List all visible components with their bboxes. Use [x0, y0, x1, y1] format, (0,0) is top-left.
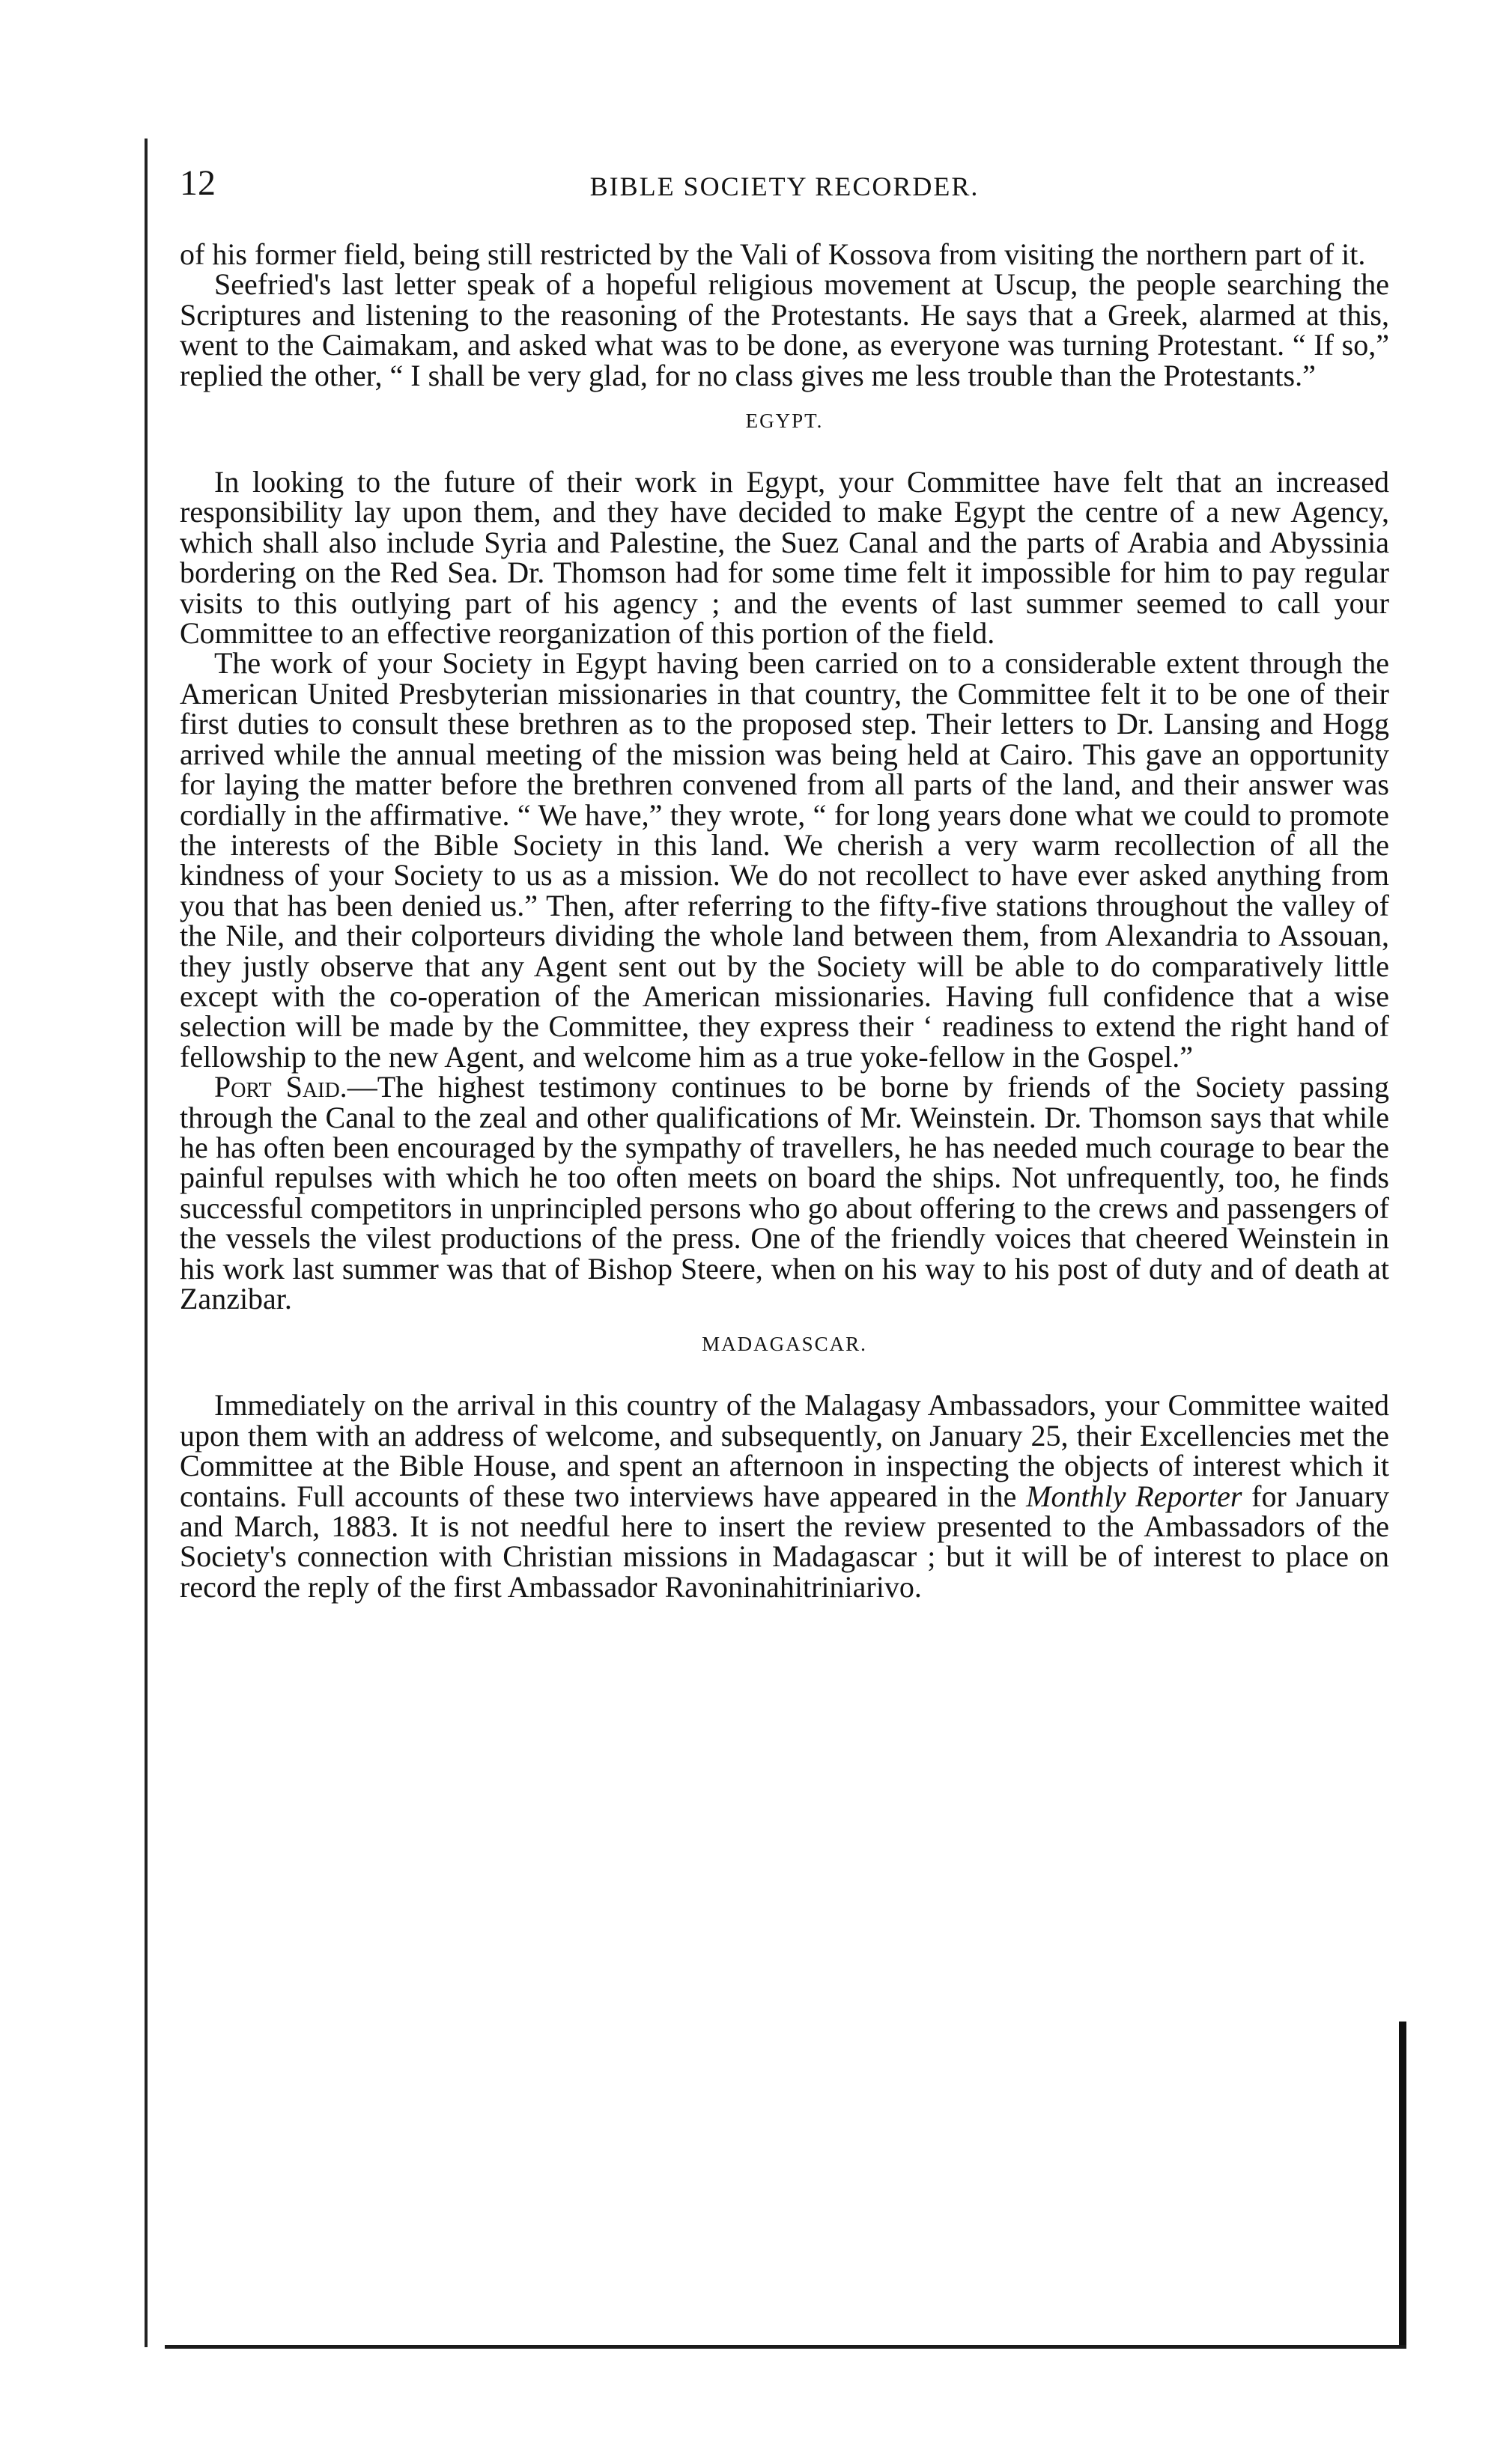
port-said-lead: Port Said. [214, 1070, 347, 1104]
page-header [180, 161, 1389, 206]
paragraph-continued: of his former field, being still restricted by the Vali of Kossova from visiting the northern part of it. [180, 237, 1366, 271]
monthly-reporter-title: Monthly Reporter [1026, 1479, 1242, 1513]
paragraph-egypt-agency: In looking to the future of their work in Egypt, your Committee have felt that an increased responsibility lay upon them, and they have decided to make Egypt the centre of a new Agency, which shall also include Syria and Palestine, the Suez Canal and the parts of Arabia and Abyssinia bordering on the Red Sea. Dr. Thomson had for some time felt it impossible for him to pay regular visits to this outlying part of his agency ; and the events of last summer seemed to call your Committee to an effective reorganization of this portion of the field. [180, 465, 1389, 651]
port-said-text: —The highest testimony continues to be borne by friends of the Society passing through the Canal to the zeal and other qualifications of Mr. Weinstein. Dr. Thomson says that while he has often been encouraged by the sympathy of travellers, he has needed much courage to bear the painful repulses with which he too often meets on board the ships. Not unfrequently, too, he finds successful competitors in unprincipled persons who go about offering to the crews and passengers of the vessels the vilest productions of the press. One of the friendly voices that cheered Weinstein in his work last summer was that of Bishop Steere, when on his way to his post of duty and of death at Zanzibar. [180, 1070, 1389, 1315]
section-heading-egypt: EGYPT. [745, 410, 824, 433]
madagascar-text-b: for January and March, 1883. It is not needful here to insert the review presented to the Ambassadors of the Society's connection with Christian missions in Madagascar ; but it will be of interest to place on record the reply of the first Ambassador Ravoninahitriniarivo. [180, 1479, 1389, 1604]
madagascar-text-a: Immediately on the arrival in this country of the Malagasy Ambassadors, your Committee waited upon them with an address of welcome, and subsequently, on January 25, their Excellencies met the Committee at the Bible House, and spent an afternoon in inspecting the objects of interest which it contains. Full accounts of these two interviews have appeared in the [180, 1388, 1389, 1513]
running-head: BIBLE SOCIETY RECORDER. [589, 171, 980, 201]
page-number: 12 [180, 163, 216, 203]
paragraph-seefried: Seefried's last letter speak of a hopeful religious movement at Uscup, the people searching the Scriptures and listening to the reasoning of the Protestants. He says that a Greek, alarmed at this, went to the Caimakam, and asked what was to be done, as everyone was turning Protestant. “ If so,” replied the other, “ I shall be very glad, for no class gives me less trouble than the Protestants.” [180, 267, 1389, 392]
section-heading-madagascar: MADAGASCAR. [702, 1333, 867, 1356]
page-body [180, 237, 1389, 1604]
paragraph-port-said [180, 1072, 1389, 1314]
paragraph-madagascar [180, 1390, 1389, 1602]
left-border-rule [145, 139, 148, 2347]
paragraph-egypt-missionaries: The work of your Society in Egypt having been carried on to a considerable extent through the American United Presbyterian missionaries in that country, the Committee felt it to be one of their first duties to consult these brethren as to the proposed step. Their letters to Dr. Lansing and Hogg arrived while the annual meeting of the mission was being held at Cairo. This gave an opportunity for laying the matter before the brethren convened from all parts of the land, and their answer was cordially in the affirmative. “ We have,” they wrote, “ for long years done what we could to promote the interests of the Bible Society in this land. We cherish a very warm recollection of all the kindness of your Society to us as a mission. We do not recollect to have ever asked anything from you that has been denied us.” Then, after referring to the fifty-five stations throughout the valley of the Nile, and their colporteurs dividing the whole land between them, from Alexandria to Assouan, they justly observe that any Agent sent out by the Society will be able to do comparatively little except with the co-operation of the American missionaries. Having full confidence that a wise selection will be made by the Committee, they express their ‘ readiness to extend the right hand of fellowship to the new Agent, and welcome him as a true yoke-fellow in the Gospel.” [180, 646, 1389, 1074]
right-border-rule [1399, 2022, 1406, 2347]
bottom-rule [165, 2345, 1406, 2349]
